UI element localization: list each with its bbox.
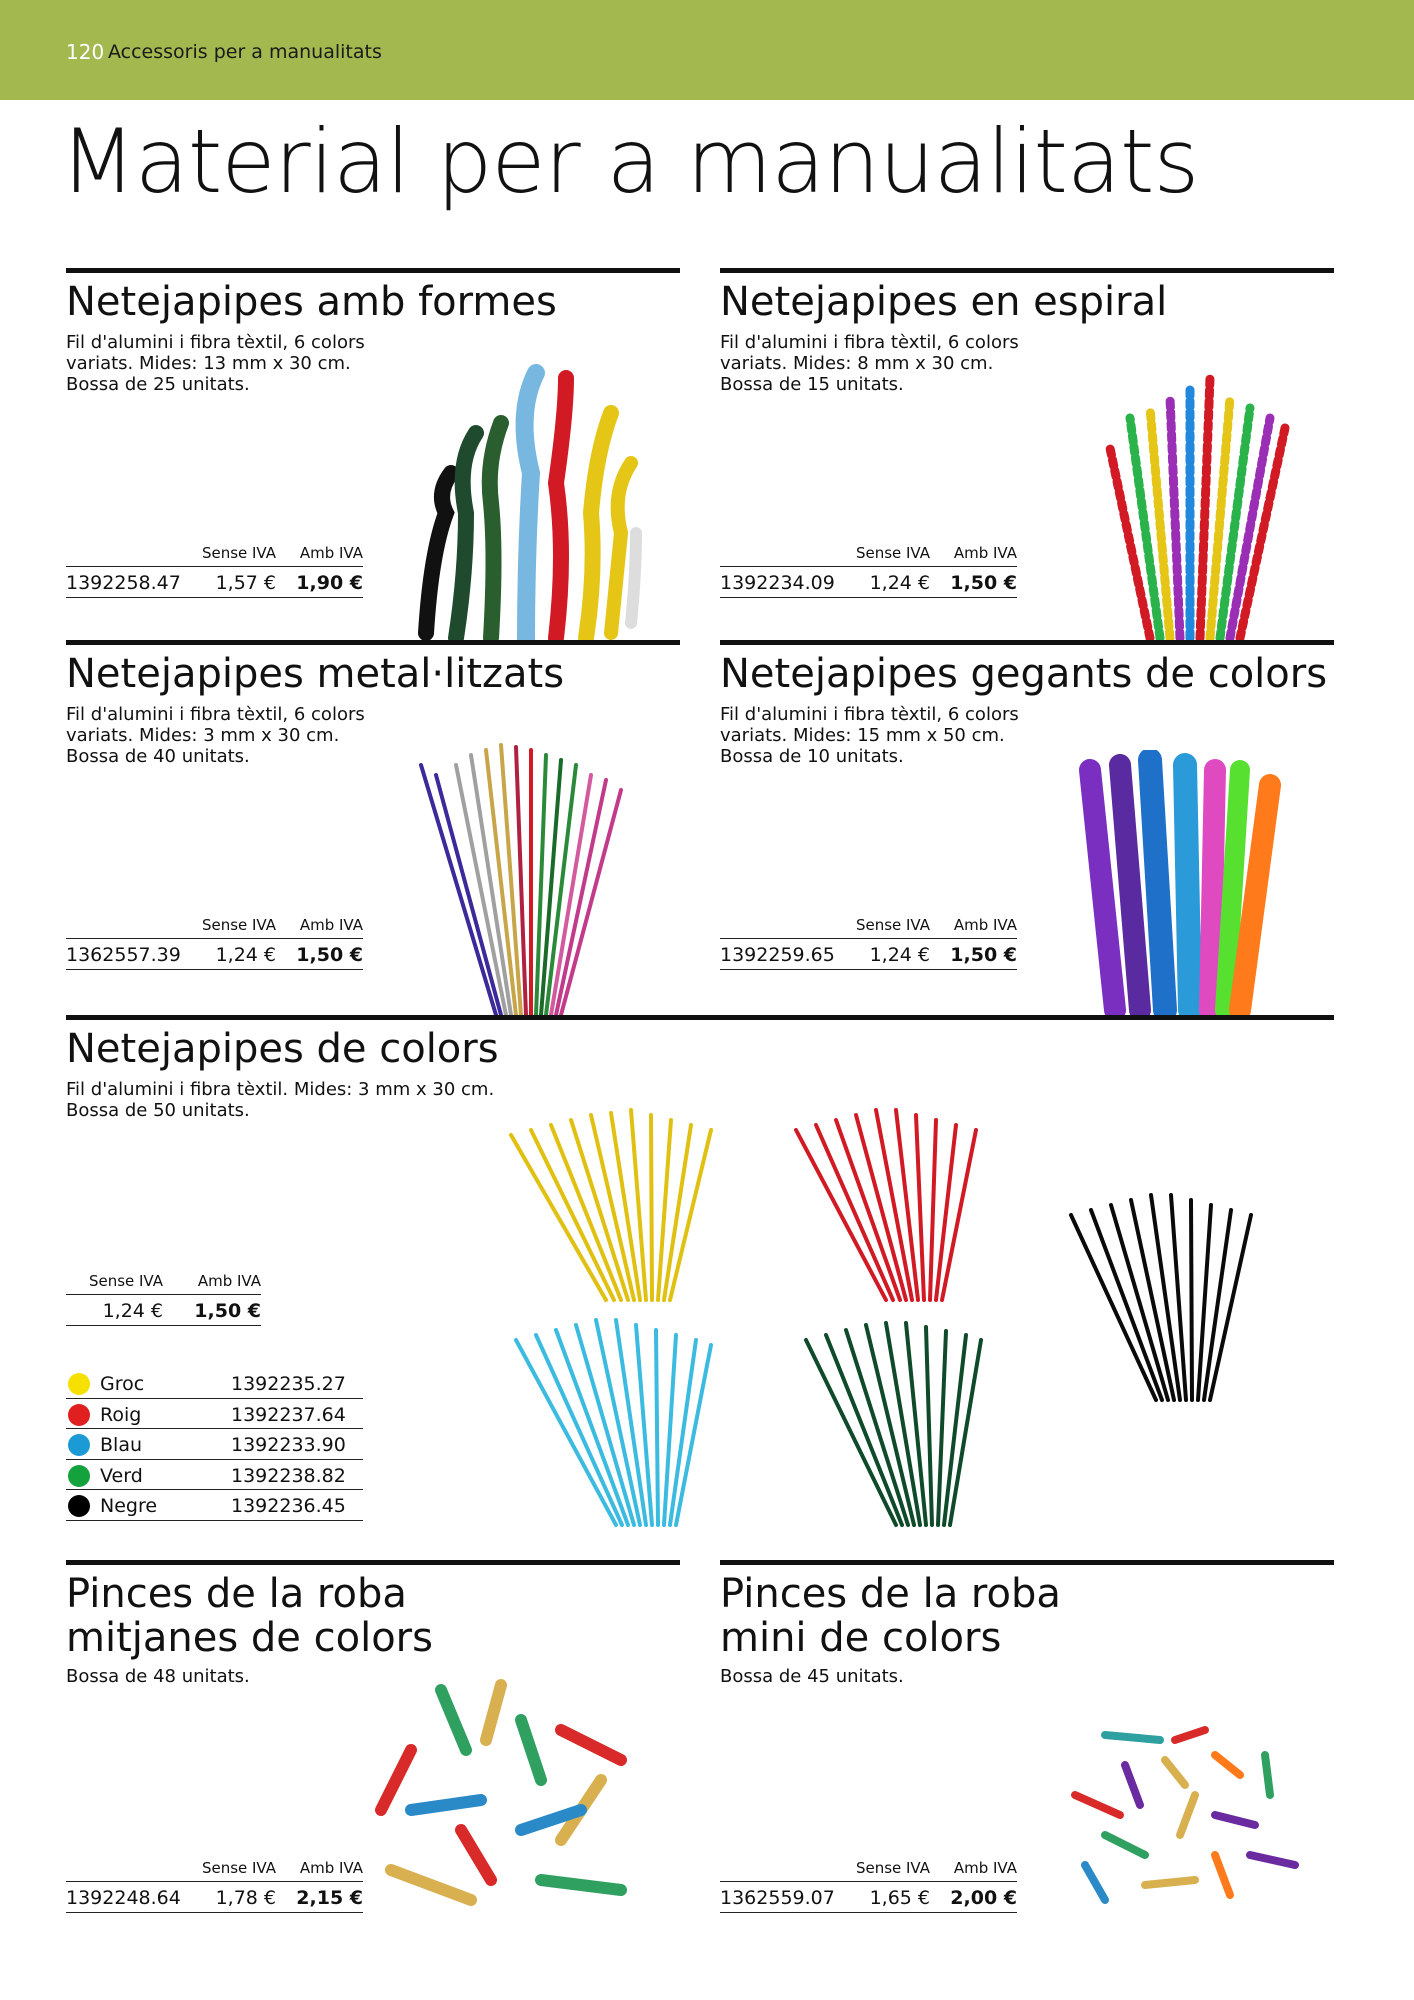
- product-title: Pinces de la roba mini de colors: [720, 1571, 1061, 1661]
- product-title: Pinces de la roba mitjanes de colors: [66, 1571, 433, 1661]
- price-table: Sense IVA Amb IVA 1392259.65 1,24 € 1,50 €: [720, 912, 1017, 970]
- header-bar: [0, 0, 1414, 100]
- mini-clothespins-image: [1065, 1715, 1315, 1915]
- page-number: 120: [66, 40, 105, 64]
- product-description: Fil d'alumini i fibra tèxtil. Mides: 3 mm x 30 cm. Bossa de 50 unitats.: [66, 1079, 495, 1121]
- product-title: Netejapipes gegants de colors: [720, 651, 1328, 697]
- shaped-pipe-cleaners-image: [406, 353, 666, 643]
- section-rule: [66, 640, 680, 645]
- product-ref: 1392248.64: [66, 1887, 181, 1909]
- product-description: Fil d'alumini i fibra tèxtil, 6 colors variats. Mides: 15 mm x 50 cm. Bossa de 10 unitats.: [720, 704, 1019, 767]
- page-title: Material per a manualitats: [60, 110, 1199, 213]
- section-rule: [66, 1560, 680, 1565]
- product-title: Netejapipes de colors: [66, 1026, 499, 1072]
- price-table: Sense IVA Amb IVA 1362559.07 1,65 € 2,00 €: [720, 1855, 1017, 1913]
- product-ref: 1362557.39: [66, 944, 181, 966]
- price-gross: 1,50 €: [950, 944, 1017, 966]
- metallic-pipe-cleaners-image: [416, 735, 656, 1015]
- price-net: 1,24 €: [215, 944, 276, 966]
- product-description: Bossa de 45 unitats.: [720, 1666, 904, 1687]
- price-table: Sense IVA Amb IVA 1362557.39 1,24 € 1,50 €: [66, 912, 363, 970]
- section-rule: [66, 1015, 1334, 1020]
- colored-pipe-cleaners-image: [506, 1085, 1326, 1545]
- product-description: Bossa de 48 unitats.: [66, 1666, 250, 1687]
- section-title: Accessoris per a manualitats: [108, 41, 382, 63]
- section-rule: [720, 640, 1334, 645]
- price-gross: 1,50 €: [296, 944, 363, 966]
- section-rule: [720, 268, 1334, 273]
- product-description: Fil d'alumini i fibra tèxtil, 6 colors variats. Mides: 8 mm x 30 cm. Bossa de 15 unitats.: [720, 332, 1019, 395]
- black-dot-icon: [68, 1495, 90, 1517]
- product-ref: 1392234.09: [720, 572, 835, 594]
- yellow-dot-icon: [68, 1373, 90, 1395]
- price-net: 1,78 €: [215, 1887, 276, 1909]
- price-gross: 1,90 €: [296, 572, 363, 594]
- product-ref: 1392259.65: [720, 944, 835, 966]
- color-variants-list: [66, 1368, 363, 1521]
- product-description: Fil d'alumini i fibra tèxtil, 6 colors variats. Mides: 3 mm x 30 cm. Bossa de 40 unitats.: [66, 704, 365, 767]
- product-ref: 1362559.07: [720, 1887, 835, 1909]
- price-gross: 2,00 €: [950, 1887, 1017, 1909]
- price-net: 1,57 €: [215, 572, 276, 594]
- price-net: 1,24 €: [869, 572, 930, 594]
- product-title: Netejapipes metal·litzats: [66, 651, 565, 697]
- price-net: 1,65 €: [869, 1887, 930, 1909]
- product-netejapipes-formes: [66, 268, 680, 640]
- medium-clothespins-image: [371, 1670, 671, 1920]
- price-net: 1,24 €: [869, 944, 930, 966]
- blue-dot-icon: [68, 1434, 90, 1456]
- product-pinces-mitjanes: [66, 1560, 680, 1920]
- product-netejapipes-espiral: [720, 268, 1334, 640]
- section-rule: [66, 268, 680, 273]
- color-variant-row: Negre 1392236.45: [66, 1490, 363, 1521]
- product-netejapipes-gegants: [720, 640, 1334, 1015]
- product-title: Netejapipes amb formes: [66, 279, 557, 325]
- green-dot-icon: [68, 1465, 90, 1487]
- price-gross: 1,50 €: [194, 1300, 261, 1322]
- product-netejapipes-metallitzats: [66, 640, 680, 1015]
- giant-pipe-cleaners-image: [1075, 750, 1305, 1015]
- spiral-pipe-cleaners-image: [1090, 368, 1290, 640]
- price-table: Sense IVA Amb IVA 1392234.09 1,24 € 1,50 €: [720, 540, 1017, 598]
- price-gross: 1,50 €: [950, 572, 1017, 594]
- product-description: Fil d'alumini i fibra tèxtil, 6 colors variats. Mides: 13 mm x 30 cm. Bossa de 25 unitats.: [66, 332, 365, 395]
- color-variant-row: Groc 1392235.27: [66, 1368, 363, 1399]
- color-variant-row: Blau 1392233.90: [66, 1429, 363, 1460]
- section-rule: [720, 1560, 1334, 1565]
- color-variant-row: Roig 1392237.64: [66, 1399, 363, 1430]
- red-dot-icon: [68, 1404, 90, 1426]
- price-table: Sense IVA Amb IVA 1392248.64 1,78 € 2,15 €: [66, 1855, 363, 1913]
- price-net: 1,24 €: [102, 1300, 163, 1322]
- color-price-table: Sense IVA Amb IVA 1,24 € 1,50 €: [66, 1268, 261, 1326]
- price-gross: 2,15 €: [296, 1887, 363, 1909]
- color-variant-row: Verd 1392238.82: [66, 1460, 363, 1491]
- product-title: Netejapipes en espiral: [720, 279, 1168, 325]
- product-ref: 1392258.47: [66, 572, 181, 594]
- product-pinces-mini: [720, 1560, 1334, 1920]
- price-table: Sense IVA Amb IVA 1392258.47 1,57 € 1,90 €: [66, 540, 363, 598]
